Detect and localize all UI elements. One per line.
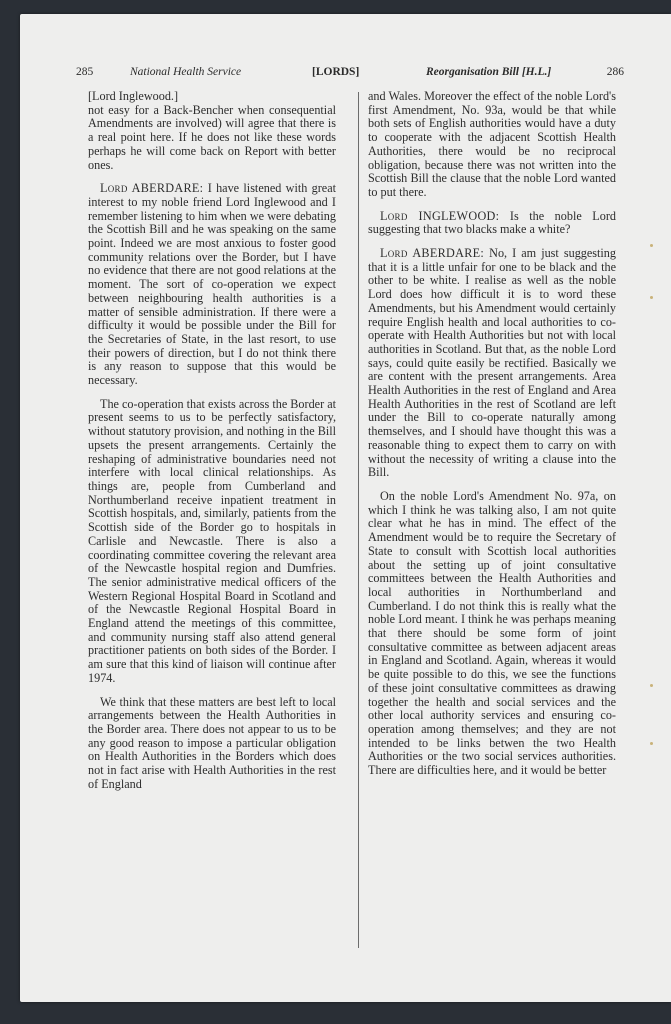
margin-mark bbox=[650, 742, 653, 745]
speech-text: Is the noble Lord suggesting that two blacks make a white? bbox=[368, 208, 616, 237]
speech-text: No, I am just suggesting that it is a little unfair for one to be black and the other to be white. I realise as well as the noble Lord does how difficult it is to word these Amendments, but his Amendment would certainly require English health and local authorities to co-operate with Health Authorities but not with local authorities in Scotland. But that, as the noble Lord says, could quite easily be rectified. Basically we are content with the present arrangements. Area Health Authorities in the rest of England and Area Health Authorities in the rest of Scotland are left under the Bill to co-operate naturally among themselves, and I should have thought this was a reasonable thing to expect them to carry on with without the necessity of writing a clause into the Bill. bbox=[368, 246, 616, 480]
left-running-title: National Health Service bbox=[130, 66, 242, 78]
paragraph: We think that these matters are best left to local arrangements between the Health Authorities in the Border area. There does not appear to us to be any good reason to impose a particular obligation on Health Authorities in the Borders which does not in fact arise with Health Authorities in the rest of England bbox=[88, 694, 336, 791]
speaker-name: Lord ABERDARE: bbox=[380, 246, 485, 261]
right-column bbox=[368, 90, 616, 950]
left-page-number: 285 bbox=[76, 66, 94, 78]
column-divider bbox=[358, 92, 359, 948]
margin-mark bbox=[650, 684, 653, 687]
speech-paragraph bbox=[368, 210, 616, 237]
house-label: [LORDS] bbox=[312, 66, 360, 78]
right-running-title: Reorganisation Bill [H.L.] bbox=[426, 66, 552, 78]
paragraph: and Wales. Moreover the effect of the noble Lord's first Amendment, No. 93a, would be that while both sets of English authorities would have a duty to cooperate with the adjacent Scottish Health Authorities, there would be no reciprocal obligation, because there was not written into the Scottish Bill the clause that the noble Lord wanted to put there. bbox=[368, 90, 616, 199]
margin-mark bbox=[650, 296, 653, 299]
speaker-attribution: [Lord Inglewood.] bbox=[88, 90, 179, 103]
speaker-name: Lord ABERDARE: bbox=[100, 181, 204, 196]
running-header bbox=[76, 66, 624, 82]
margin-mark bbox=[650, 244, 653, 247]
paragraph: not easy for a Back-Bencher when consequential Amendments are involved) will agree that there is a real point here. If he does not like these words perhaps he will come back on Report with better ones. bbox=[88, 102, 336, 172]
speaker-name: Lord INGLEWOOD: bbox=[380, 208, 500, 223]
document-page bbox=[20, 14, 671, 1002]
left-column bbox=[88, 90, 336, 950]
paragraph: The co-operation that exists across the Border at present seems to us to be perfectly satisfactory, without statutory provision, and nothing in the Bill upsets the present arrangements. Certainly the reshaping of administrative boundaries need not interfere with local clinical relationships. As things are, people from Cumberland and Northumberland receive inpatient treatment in Scottish hospitals, and, similarly, patients from the Scottish side of the Border go to hospitals in Carlisle and Newcastle. There is also a coordinating committee covering the relevant area of the Newcastle hospital region and Dumfries. The senior administrative medical officers of the Western Regional Hospital Board in Scotland and of the Newcastle Regional Hospital Board in England attend the meetings of this committee, and community nursing staff also attend general practitioner patients on both sides of the Border. I am sure that this kind of liaison will continue after 1974. bbox=[88, 396, 336, 685]
speech-text: I have listened with great interest to my noble friend Lord Inglewood and I remember listening to him when we were debating the Scottish Bill and he was speaking on the same point. Indeed we are most anxious to foster good community relations over the Border, but I have no evidence that there are not good relations at the moment. The sort of co-operation we expect between neighbouring health authorities is a matter of sensible administration. If there were a difficulty it would be possible under the Bill for the Secretaries of State, in the last resort, to use their powers of direction, but I do not think there is any reason to suppose that this would be necessary. bbox=[88, 181, 336, 388]
paragraph: On the noble Lord's Amendment No. 97a, on which I think he was talking also, I am not quite clear what he has in mind. The effect of the Amendment would be to require the Secretary of State to consult with Scottish local authorities about the setting up of joint consultative committees between the Health Authorities and local authorities in Northumberland and Cumberland. I do not think this is really what the noble Lord meant. I think he was perhaps meaning that there should be some form of joint consultative committee as between adjacent areas in England and Scotland. Again, whereas it would be quite possible to do this, we see the functions of these joint consultative committees as drawing together the health and social services and the other local authority services and ensuring co-operation among themselves; and they are not intended to be links betwen the two Health Authorities or the two social services authorities. There are difficulties here, and it would be better bbox=[368, 488, 616, 778]
speech-paragraph bbox=[88, 182, 336, 388]
right-page-number: 286 bbox=[606, 66, 624, 78]
speech-paragraph bbox=[368, 247, 616, 480]
